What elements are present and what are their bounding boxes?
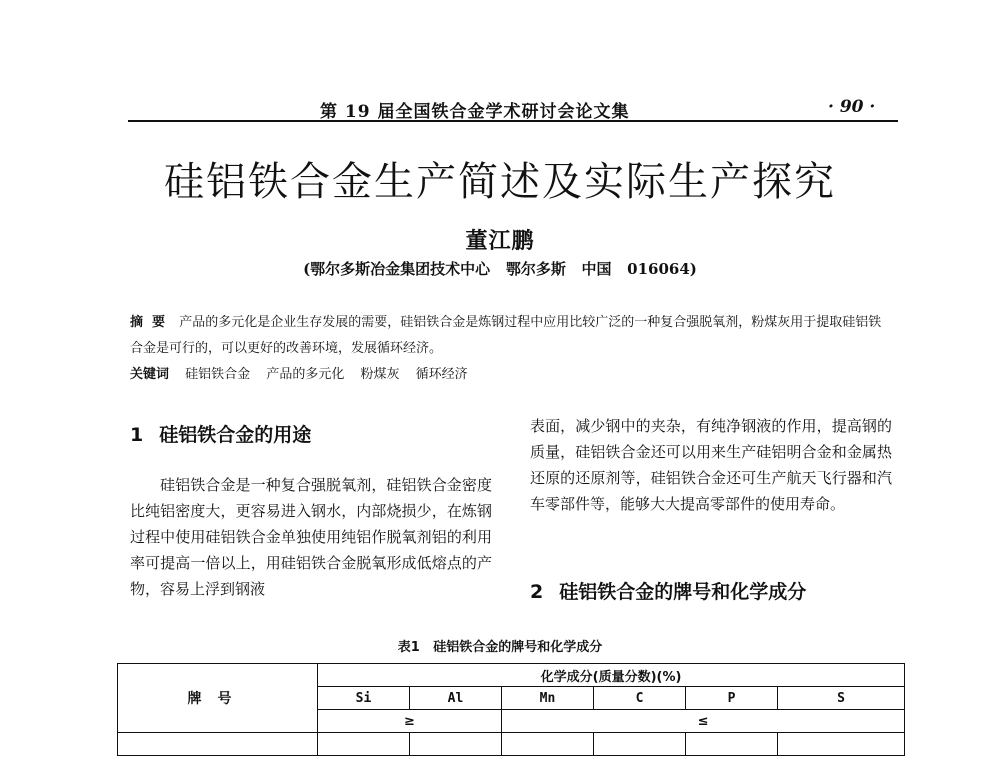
body-paragraph: 表面，减少钢中的夹杂，有纯净钢液的作用，提高钢的质量，硅铝铁合金还可以用来生产硅铝明合金和金属热还原的还原剂等，硅铝铁合金还可生产航天飞行器和汽车零部件等，能够大大提高零部件的使用寿命。 [530,417,892,513]
table-cell [502,733,594,756]
table-cell [686,733,778,756]
abstract-label: 摘 要 [130,315,166,330]
section-title: 硅铝铁合金的牌号和化学成分 [559,581,807,603]
keywords [130,362,890,388]
table-cell [778,733,905,756]
element-header-c: C [594,687,686,710]
keyword-item: 硅铝铁合金 [185,367,251,382]
body-column-left [130,472,492,602]
author-affiliation: (鄂尔多斯冶金集团技术中心 鄂尔多斯 中国 016064) [303,260,697,278]
element-header-p: P [686,687,778,710]
body-paragraph: 硅铝铁合金是一种复合强脱氧剂，硅铝铁合金密度比纯铝密度大，更容易进入钢水，内部烧损少，在炼钢过程中使用硅铝铁合金单独使用纯铝作脱氧剂铝的利用率可提高一倍以上，用硅铝铁合金脱氧形成低熔点的产物，容易上浮到钢液 [130,476,492,598]
header-rule [128,120,898,122]
element-header-al: Al [410,687,502,710]
section-1-heading [130,420,311,447]
min-limit-marker: ≥ [318,710,502,733]
keywords-label: 关键词 [130,367,170,382]
paper-title: 硅铝铁合金生产简述及实际生产探究 [164,159,836,205]
section-title: 硅铝铁合金的用途 [159,424,312,446]
running-header: 第 19 届全国铁合金学术研讨会论文集 [320,102,630,122]
table-header-row [118,664,905,687]
page-number: · 90 · [828,97,876,117]
element-header-s: S [778,687,905,710]
abstract-text: 产品的多元化是企业生存发展的需要，硅铝铁合金是炼钢过程中应用比较广泛的一种复合强脱氧剂，粉煤灰用于提取硅铝铁合金是可行的，可以更好的改善环境，发展循环经济。 [130,315,882,356]
section-number: 2 [530,581,544,603]
keyword-item: 粉煤灰 [360,367,400,382]
abstract [130,310,890,362]
table-cell [318,733,410,756]
brand-header: 牌号 [118,664,318,733]
composition-table [117,663,905,756]
table-row [118,733,905,756]
composition-group-header: 化学成分(质量分数)(%) [318,664,905,687]
table-cell [594,733,686,756]
table-caption: 表1 硅铝铁合金的牌号和化学成分 [397,640,603,655]
max-limit-marker: ≤ [502,710,905,733]
element-header-mn: Mn [502,687,594,710]
section-number: 1 [130,424,144,446]
section-2-heading [530,577,806,604]
element-header-si: Si [318,687,410,710]
keyword-item: 产品的多元化 [266,367,345,382]
table-cell [118,733,318,756]
table-cell [410,733,502,756]
body-column-right [530,413,892,517]
author-name: 董江鹏 [465,228,535,254]
keyword-item: 循环经济 [415,367,468,382]
